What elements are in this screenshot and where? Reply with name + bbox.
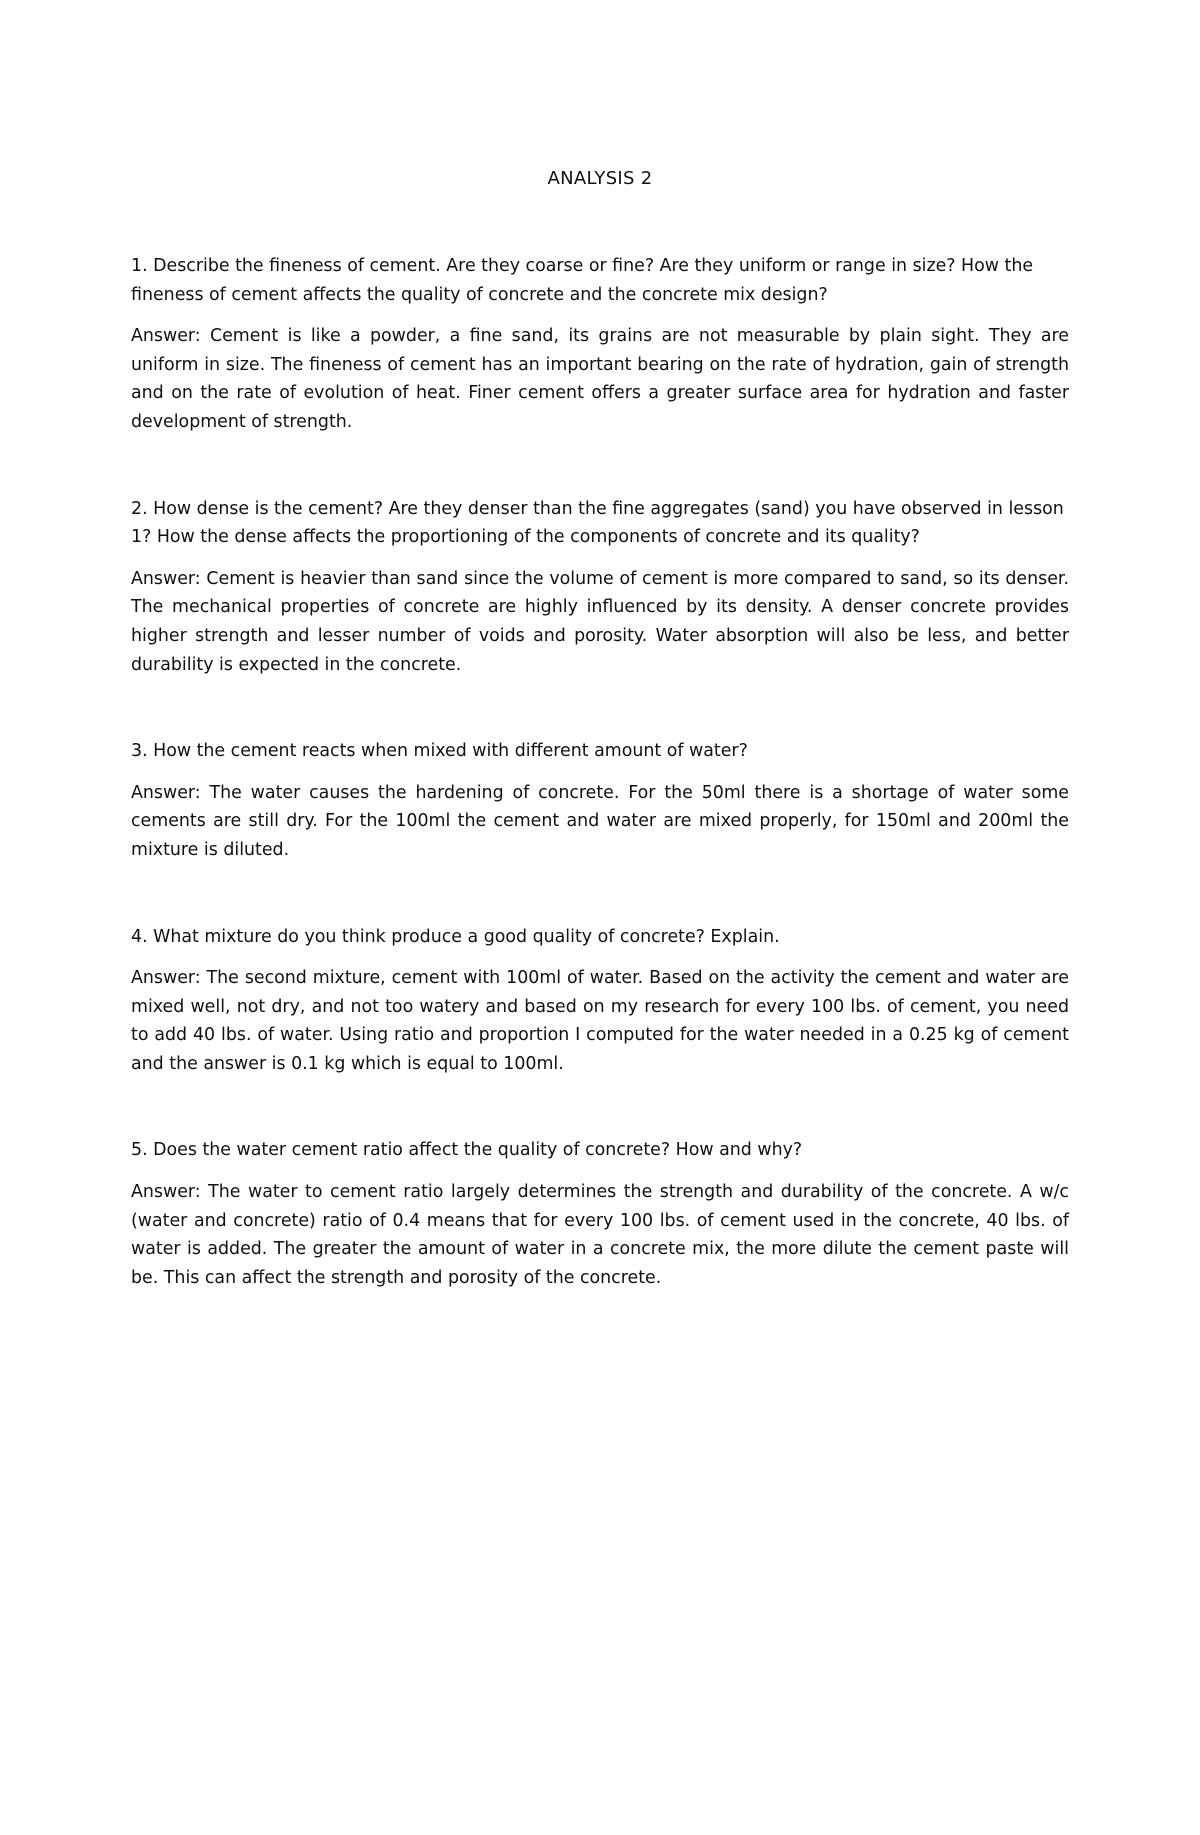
question-3: 3. How the cement reacts when mixed with different amount of water? <box>131 741 748 762</box>
qa-item-2 <box>131 495 1069 680</box>
qa-item-4 <box>131 923 1069 1079</box>
answer-5: Answer: The water to cement ratio largely determines the strength and durability of the concrete. A w/c (water and concrete) ratio of 0.4 means that for every 100 lbs. of cement used in the concrete, 40 lbs. of water is added. The greater the amount of water in a concrete mix, the more dilute the cement paste will be. This can affect the strength and porosity of the concrete. <box>131 1182 1069 1288</box>
qa-item-3 <box>131 737 1069 864</box>
question-4: 4. What mixture do you think produce a good quality of concrete? Explain. <box>131 926 780 947</box>
answer-1: Answer: Cement is like a powder, a fine sand, its grains are not measurable by plain sight. They are uniform in size. The fineness of cement has an important bearing on the rate of hydration, gain of strength and on the rate of evolution of heat. Finer cement offers a greater surface area for hydration and faster development of strength. <box>131 326 1069 432</box>
question-2: 2. How dense is the cement? Are they denser than the fine aggregates (sand) you have observed in lesson 1? How the dense affects the proportioning of the components of concrete and its quality? <box>131 498 1064 548</box>
qa-item-1 <box>131 252 1069 437</box>
answer-3: Answer: The water causes the hardening of concrete. For the 50ml there is a shortage of water some cements are still dry. For the 100ml the cement and water are mixed properly, for 150ml and 200ml the mixture is diluted. <box>131 782 1069 860</box>
document-title: ANALYSIS 2 <box>547 168 653 189</box>
qa-item-5 <box>131 1136 1069 1292</box>
answer-4: Answer: The second mixture, cement with 100ml of water. Based on the activity the cement and water are mixed well, not dry, and not too watery and based on my research for every 100 lbs. of cement, you need to add 40 lbs. of water. Using ratio and proportion I computed for the water needed in a 0.25 kg of cement and the answer is 0.1 kg which is equal to 100ml. <box>131 968 1069 1074</box>
question-5: 5. Does the water cement ratio affect the quality of concrete? How and why? <box>131 1140 803 1161</box>
document-content <box>131 252 1069 1350</box>
answer-2: Answer: Cement is heavier than sand since the volume of cement is more compared to sand, so its denser. The mechanical properties of concrete are highly influenced by its density. A denser concrete provides higher strength and lesser number of voids and porosity. Water absorption will also be less, and better durability is expected in the concrete. <box>131 568 1069 675</box>
question-1: 1. Describe the fineness of cement. Are they coarse or fine? Are they uniform or range in size? How the fineness of cement affects the quality of concrete and the concrete mix design? <box>131 256 1034 305</box>
